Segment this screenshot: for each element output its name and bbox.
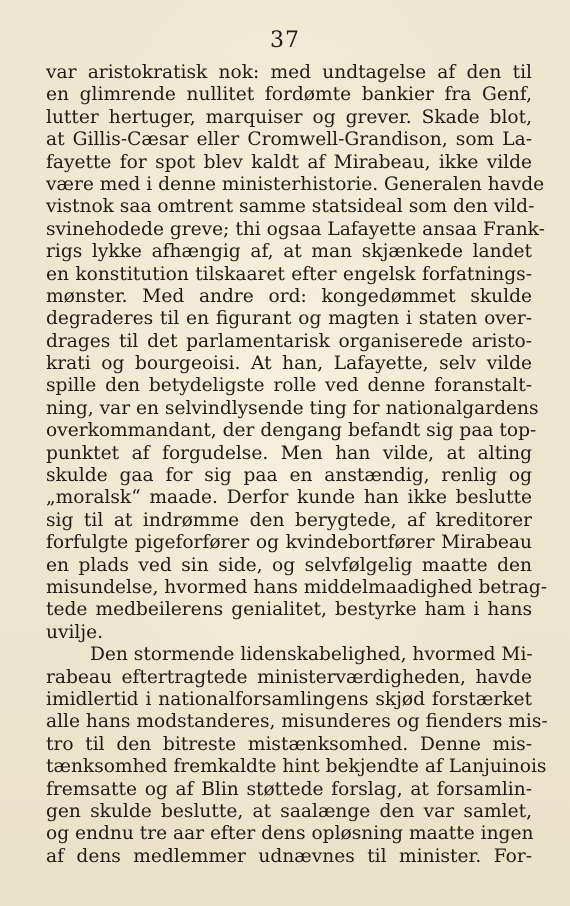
text-line: uvilje. — [46, 621, 104, 643]
text-line: en glimrende nullitet fordømte bankier fra Genf, — [46, 84, 532, 106]
text-line: alle hans modstanderes, misunderes og fienders mis- — [46, 711, 548, 733]
text-line: misundelse, hvormed hans middelmaadighed betrag- — [46, 576, 548, 598]
text-line: gen skulde beslutte, at saalænge den var samlet, — [46, 800, 532, 822]
text-line: vistnok saa omtrent samme statsideal som den vild- — [46, 196, 535, 218]
text-line: en plads ved sin side, og selvfølgelig maatte den — [46, 554, 532, 576]
text-line: ning, var en selvindlysende ting for nationalgardens — [46, 397, 539, 419]
text-line: rabeau eftertragtede ministerværdigheden, havde — [46, 666, 532, 688]
text-line: være med i denne ministerhistorie. Generalen havde — [46, 173, 545, 195]
text-line: og endnu tre aar efter dens opløsning maatte ingen — [46, 823, 534, 845]
text-line: tro til den bitreste mistænksomhed. Denne mis- — [46, 733, 532, 755]
text-line: af dens medlemmer udnævnes til minister. For- — [46, 845, 532, 867]
text-line: sig til at indrømme den berygtede, af kreditorer — [46, 509, 532, 531]
text-line: fremsatte og af Blin støttede forslag, at forsamlin- — [46, 778, 532, 800]
text-line: fayette for spot blev kaldt af Mirabeau, ikke vilde — [46, 151, 532, 173]
text-line: overkommandant, der dengang befandt sig paa top- — [46, 420, 537, 442]
text-line: lutter hertuger, marquiser og grever. Skade blot, — [46, 106, 532, 128]
text-line: skulde gaa for sig paa en anstændig, renlig og — [46, 465, 532, 487]
text-line: en konstitution tilskaaret efter engelsk forfatnings- — [46, 263, 532, 285]
text-line: degraderes til en figurant og magten i staten over- — [46, 308, 532, 330]
text-line: Den stormende lidenskabelighed, hvormed Mi- — [90, 644, 533, 666]
text-line: at Gillis-Cæsar eller Cromwell-Grandison, som La- — [46, 129, 532, 151]
text-line: tænksomhed fremkaldte hint bekjendte af Lanjuinois — [46, 756, 547, 778]
text-line: var aristokratisk nok: med undtagelse af den til — [46, 62, 532, 83]
text-line: tede medbeilerens genialitet, bestyrke ham i hans — [46, 599, 532, 621]
text-line: mønster. Med andre ord: kongedømmet skulde — [46, 285, 532, 307]
body-text — [46, 62, 548, 868]
text-line: forfulgte pigeforfører og kvindebortfører Mirabeau — [46, 532, 532, 554]
page-number: 37 — [270, 28, 300, 53]
text-line: krati og bourgeoisi. At han, Lafayette, selv vilde — [46, 353, 532, 375]
text-line: svinehodede greve; thi ogsaa Lafayette ansaa Frank- — [46, 218, 545, 240]
text-line: drages til det parlamentarisk organiserede aristo- — [46, 330, 532, 352]
text-line: rigs lykke afhængig af, at man skjænkede landet — [46, 241, 532, 263]
text-line: imidlertid i nationalforsamlingens skjød forstærket — [46, 688, 532, 710]
text-line: spille den betydeligste rolle ved denne foranstalt- — [46, 375, 532, 397]
text-line: punktet af forgudelse. Men han vilde, at alting — [46, 442, 532, 464]
text-line: „moralsk“ maade. Derfor kunde han ikke beslutte — [46, 487, 532, 509]
